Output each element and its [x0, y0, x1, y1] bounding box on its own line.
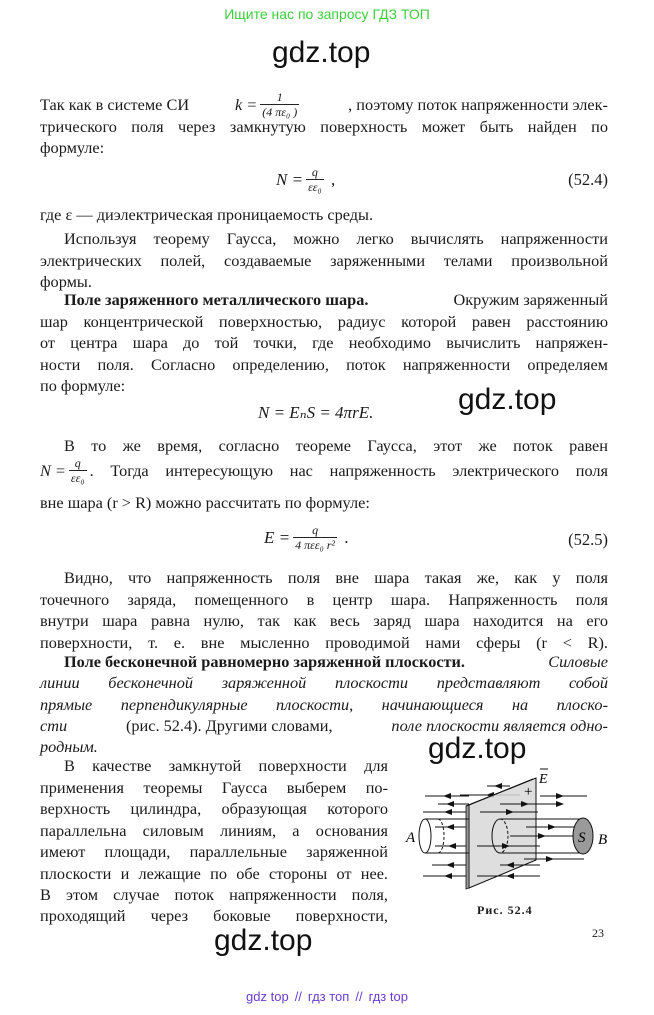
- text-line: [40, 715, 608, 737]
- denominator: εε₀: [308, 180, 322, 194]
- label-e-vector: E: [539, 772, 548, 787]
- text-line: [40, 454, 608, 488]
- gdz-logo-watermark: gdz.top: [428, 732, 527, 765]
- text-line: поверхности, т. е. вне мысленно проводимой нами сферы (r < R).: [40, 633, 608, 652]
- formula-part: ,: [326, 170, 336, 189]
- plus-sign: +: [524, 784, 533, 800]
- inline-formula-n: [40, 457, 90, 485]
- section-heading: Поле заряженного металлического шара.: [64, 290, 369, 309]
- text-line: В то же время, согласно теореме Гаусса, этот же поток равен: [64, 436, 608, 455]
- text-line: Используя теорему Гаусса, можно легко вычислять напряженности: [64, 229, 608, 248]
- text-line: линии бесконечной заряженной плоскости представляют собой: [40, 673, 608, 692]
- figure-charged-plane: [380, 760, 654, 900]
- footer-watermark: [0, 989, 654, 1004]
- denominator: εε₀: [70, 471, 85, 485]
- formula-part: k =: [235, 95, 258, 114]
- text-line: прямые перпендикулярные плоскости, начинающиеся на плоско-: [40, 695, 608, 714]
- formula-52-5: [264, 524, 349, 552]
- numerator: 1: [276, 90, 283, 104]
- formula-part: .: [340, 528, 349, 547]
- footer-link[interactable]: gdz top: [246, 989, 289, 1004]
- equation-number: (52.5): [568, 530, 608, 549]
- text-line: плоскости и лежащие по обе стороны от нее.: [40, 864, 388, 883]
- figure-caption: Рис. 52.4: [477, 903, 533, 917]
- page-number: 23: [592, 926, 604, 940]
- text-segment: Окружим заряженный: [449, 290, 608, 309]
- numerator: q: [74, 456, 81, 470]
- footer-link[interactable]: гдз топ: [307, 989, 350, 1004]
- formula-52-4: [276, 166, 335, 194]
- formula-flux: N = EₙS = 4πrE.: [258, 403, 374, 422]
- text-line: формы.: [40, 272, 92, 291]
- text-line: по формуле:: [40, 376, 126, 395]
- formula-part: E =: [264, 528, 291, 547]
- footer-separator: //: [355, 989, 363, 1004]
- text-segment: (рис. 52.4). Другими словами,: [121, 716, 337, 735]
- fraction: [293, 524, 337, 552]
- text-line: [64, 651, 608, 673]
- text-segment: поле плоскости является одно-: [391, 716, 608, 735]
- text-line: параллельна силовым линиям, а основания: [40, 821, 388, 840]
- fraction: [306, 166, 324, 194]
- text-segment: Силовые: [548, 652, 608, 671]
- gdz-logo-watermark: gdz.top: [458, 383, 557, 416]
- fraction: [69, 457, 87, 485]
- footer-separator: //: [294, 989, 302, 1004]
- text-line: электрических полей, создаваемые заряженными телами произвольной: [40, 251, 608, 270]
- label-b: B: [598, 832, 608, 848]
- fraction: [260, 91, 299, 119]
- text-line: внутри шара равна нулю, так как весь заряд шара находится на его: [40, 611, 608, 630]
- text-line: где ε — диэлектрическая проницаемость среды.: [40, 205, 374, 224]
- formula-part: N =: [40, 461, 66, 480]
- label-s: S: [578, 830, 586, 846]
- text-segment: сти: [40, 716, 68, 735]
- text-line: трического поля через замкнутую поверхность может быть найден по: [40, 117, 608, 136]
- text-segment: Так как в системе СИ: [40, 95, 190, 114]
- text-line: Видно, что напряженность поля вне шара такая же, как у поля: [64, 568, 608, 587]
- text-line: от центра шара до той точки, где необходимо вычислить напряжен-: [40, 333, 608, 352]
- text-line: [64, 289, 608, 311]
- section-heading: Поле бесконечной равномерно заряженной плоскости.: [64, 652, 466, 671]
- gdz-logo-watermark: gdz.top: [272, 36, 371, 69]
- inline-formula-k: [235, 91, 302, 119]
- numerator: q: [311, 165, 318, 179]
- search-hint-watermark: Ищите нас по запросу ГДЗ ТОП: [224, 6, 430, 22]
- formula-part: N =: [276, 170, 304, 189]
- text-segment: , поэтому поток напряженности элек-: [348, 95, 608, 114]
- text-line: родным.: [40, 737, 98, 756]
- text-line: проходящий через боковые поверхности,: [40, 906, 388, 925]
- text-line: верхность цилиндра, образующая которого: [40, 799, 388, 818]
- text-line: формуле:: [40, 138, 105, 157]
- text-segment: . Тогда интересующую нас напряженность электрического поля: [89, 461, 608, 480]
- text-line: вне шара (r > R) можно рассчитать по формуле:: [40, 493, 370, 512]
- gdz-logo-watermark: gdz.top: [214, 924, 313, 957]
- text-line: шар концентрической поверхностью, радиус которой равен расстоянию: [40, 312, 608, 331]
- denominator: 4 πεε₀ r²: [295, 538, 336, 552]
- numerator: q: [312, 523, 319, 537]
- text-line: имеют площади, параллельные заряженной: [40, 842, 388, 861]
- label-a: A: [406, 830, 416, 846]
- text-line: ности поля. Согласно определению, поток напряженности определяем: [40, 355, 608, 374]
- equation-number: (52.4): [568, 170, 608, 189]
- text-line: В качестве замкнутой поверхности для: [64, 756, 388, 775]
- text-line: В этом случае поток напряженности поля,: [40, 885, 388, 904]
- denominator: (4 πε₀ ): [262, 105, 298, 119]
- text-line: применения теоремы Гаусса выберем по-: [40, 778, 388, 797]
- text-line: точечного заряда, помещенного в центр шара. Напряженность поля: [40, 590, 608, 609]
- footer-link[interactable]: гдз top: [368, 989, 408, 1004]
